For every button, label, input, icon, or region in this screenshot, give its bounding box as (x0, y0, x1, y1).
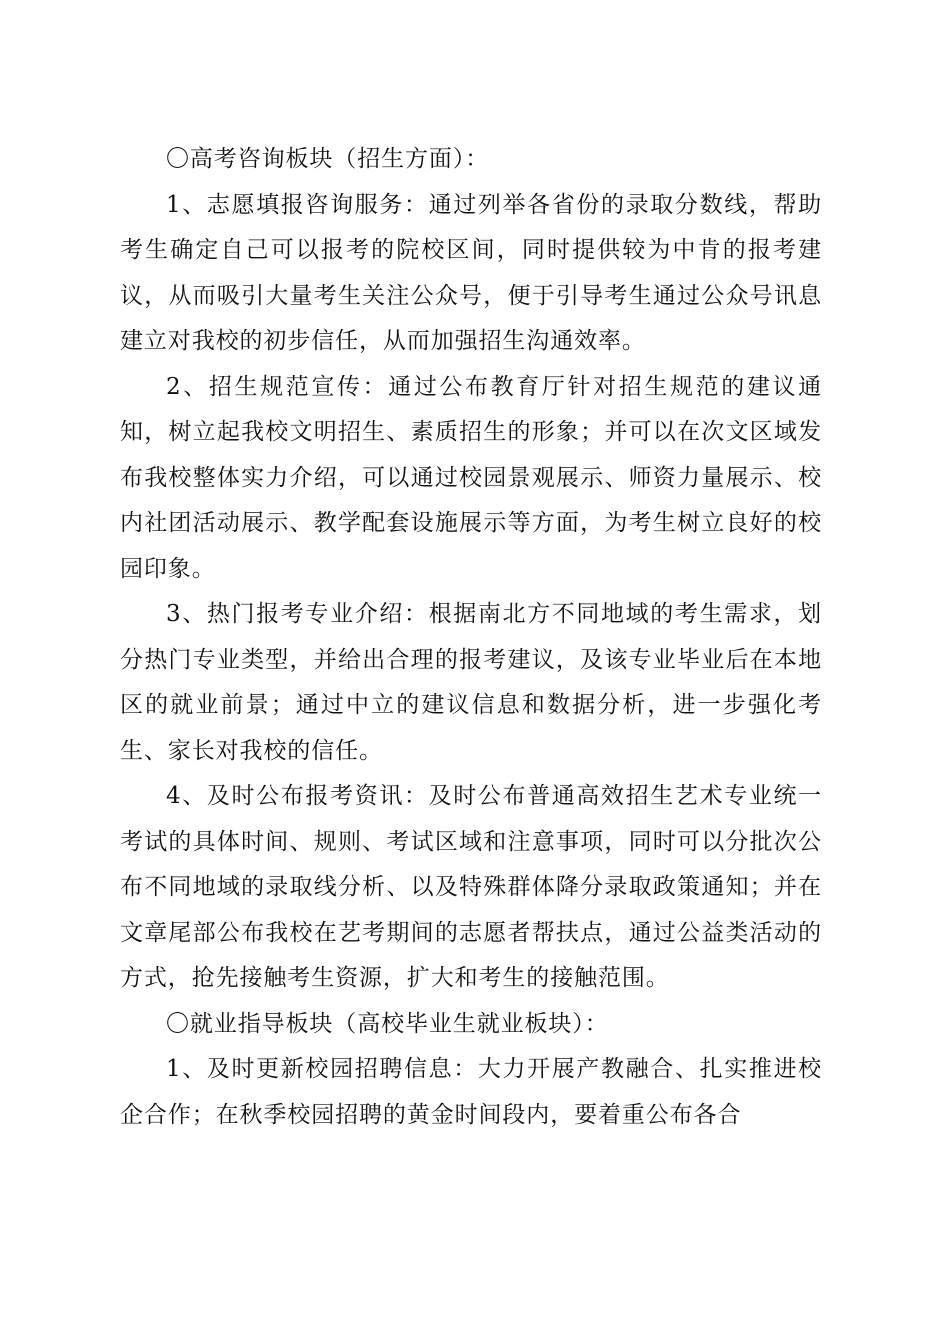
paragraph-popular-majors: 3、热门报考专业介绍：根据南北方不同地域的考生需求，划分热门专业类型，并给出合理的报考建议，及该专业毕业后在本地区的就业前景；通过中立的建议信息和数据分析，进一步强化考生、家长对我校的信任。 (120, 601, 822, 764)
paragraph-campus-recruitment: 1、及时更新校园招聘信息：大力开展产教融合、扎实推进校企合作；在秋季校园招聘的黄金时间段内，要着重公布各合 (120, 1056, 822, 1128)
section-heading-employment: 〇就业指导板块（高校毕业生就业板块）： (166, 1010, 609, 1037)
document-page (120, 137, 822, 1138)
section-heading-admissions: 〇高考咨询板块（招生方面）： (166, 146, 490, 172)
paragraph-admission-standards: 2、招生规范宣传：通过公布教育厅针对招生规范的建议通知，树立起我校文明招生、素质招生的形象；并可以在次文区域发布我校整体实力介绍，可以通过校园景观展示、师资力量展示、校内社团活动展示、教学配套设施展示等方面，为考生树立良好的校园印象。 (120, 373, 822, 582)
paragraph-exam-news: 4、及时公布报考资讯：及时公布普通高效招生艺术专业统一考试的具体时间、规则、考试区域和注意事项，同时可以分批次公布不同地域的录取线分析、以及特殊群体降分录取政策通知；并在文章尾部公布我校在艺考期间的志愿者帮扶点，通过公益类活动的方式，抢先接触考生资源，扩大和考生的接触范围。 (120, 783, 822, 991)
paragraph-volunteer-consulting: 1、志愿填报咨询服务：通过列举各省份的录取分数线，帮助考生确定自己可以报考的院校区间，同时提供较为中肯的报考建议，从而吸引大量考生关注公众号，便于引导考生通过公众号讯息建立对我校的初步信任，从而加强招生沟通效率。 (120, 191, 822, 354)
